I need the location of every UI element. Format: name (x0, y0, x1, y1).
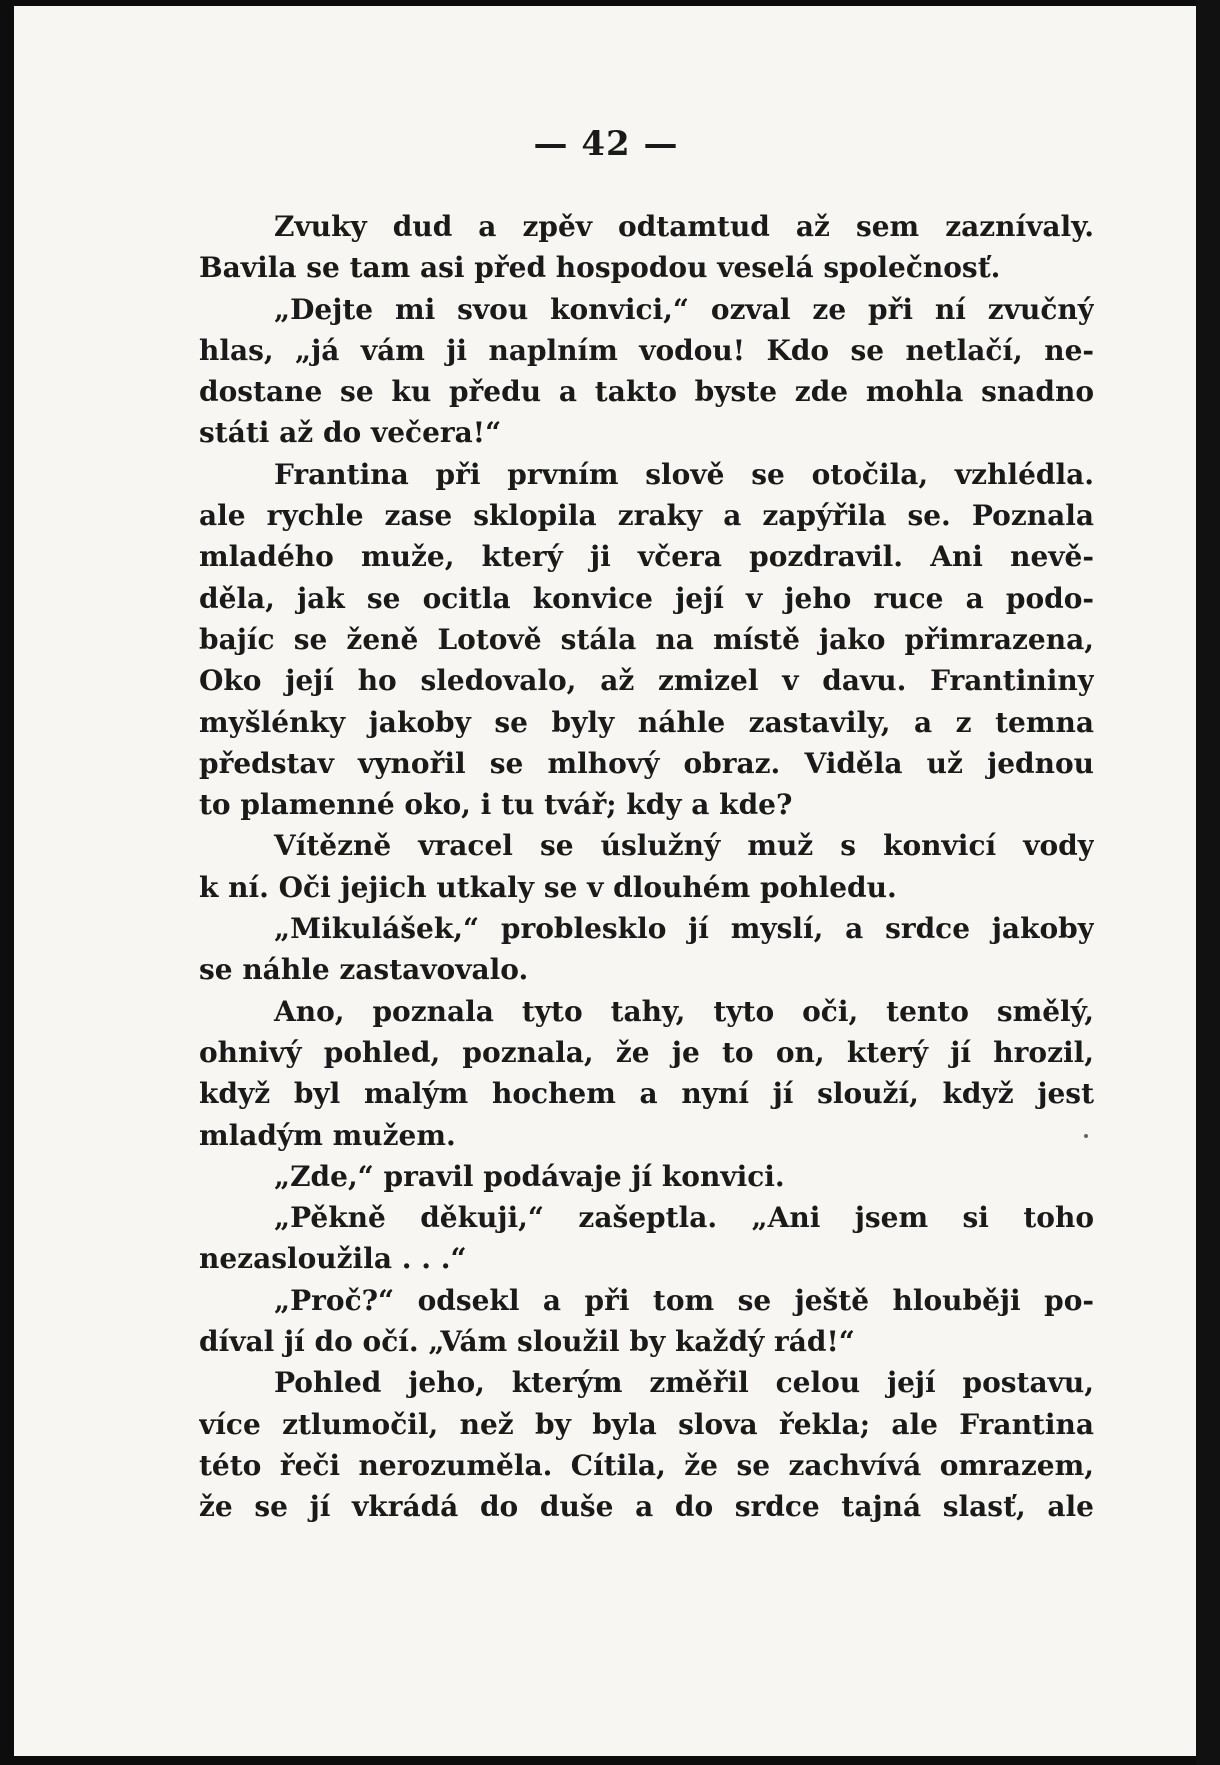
text-line: Frantina při prvním slově se otočila, vzhlédla. (274, 457, 1094, 491)
text-line: nezasloužila . . .“ (199, 1242, 467, 1276)
text-line: mladým mužem. (199, 1118, 456, 1152)
text-line: představ vynořil se mlhový obraz. Viděla už jednou (199, 746, 1094, 780)
ink-speck (1084, 1134, 1088, 1138)
text-line: ale rychle zase sklopila zraky a zapýřila se. Poznala (199, 499, 1094, 533)
text-line: když byl malým hochem a nyní jí slouží, když jest (199, 1077, 1094, 1111)
text-line: mladého muže, který ji včera pozdravil. Ani nevě- (199, 540, 1094, 574)
text-line: „Mikulášek,“ problesklo jí myslí, a srdce jakoby (274, 912, 1094, 946)
text-line: že se jí vkrádá do duše a do srdce tajná slasť, ale (199, 1490, 1094, 1524)
text-line: ohnivý pohled, poznala, že je to on, který jí hrozil, (199, 1035, 1094, 1069)
text-line: Bavila se tam asi před hospodou veselá společnosť. (199, 251, 1001, 285)
text-line: „Zde,“ pravil podávaje jí konvici. (274, 1159, 785, 1193)
text-line: to plamenné oko, i tu tvář; kdy a kde? (199, 788, 793, 822)
text-line: myšlénky jakoby se byly náhle zastavily, a z temna (199, 705, 1094, 739)
text-line: „Proč?“ odsekl a při tom se ještě hlouběji po- (274, 1283, 1094, 1317)
text-line: „Pěkně děkuji,“ zašeptla. „Ani jsem si toho (274, 1201, 1094, 1235)
book-page (14, 6, 1198, 1756)
text-line: hlas, „já vám ji naplním vodou! Kdo se netlačí, ne- (199, 333, 1094, 367)
text-line: státi až do večera!“ (199, 416, 502, 450)
text-line: Ano, poznala tyto tahy, tyto oči, tento smělý, (274, 994, 1094, 1028)
text-line: Pohled jeho, kterým změřil celou její postavu, (274, 1366, 1094, 1400)
text-line: díval jí do očí. „Vám sloužil by každý rád!“ (199, 1325, 855, 1359)
text-line: děla, jak se ocitla konvice její v jeho ruce a podo- (199, 581, 1094, 615)
text-line: Oko její ho sledovalo, až zmizel v davu. Frantininy (199, 664, 1094, 698)
scan-border (1196, 0, 1220, 1765)
text-line: této řeči nerozuměla. Cítila, že se zachvívá omrazem, (199, 1448, 1094, 1482)
text-line: více ztlumočil, než by byla slova řekla; ale Frantina (199, 1407, 1094, 1441)
page-number: — 42 — (533, 124, 679, 164)
text-line: Zvuky dud a zpěv odtamtud až sem zaznívaly. (274, 210, 1094, 243)
text-line: se náhle zastavovalo. (199, 953, 529, 987)
text-line: dostane se ku předu a takto byste zde mohla snadno (199, 375, 1094, 409)
text-line: bajíc se ženě Lotově stála na místě jako přimrazena, (199, 622, 1094, 656)
text-line: Vítězně vracel se úslužný muž s konvicí vody (274, 829, 1094, 863)
text-line: „Dejte mi svou konvici,“ ozval ze při ní zvučný (274, 292, 1094, 326)
body-text (199, 206, 1094, 1528)
text-line: k ní. Oči jejich utkaly se v dlouhém pohledu. (199, 870, 897, 904)
